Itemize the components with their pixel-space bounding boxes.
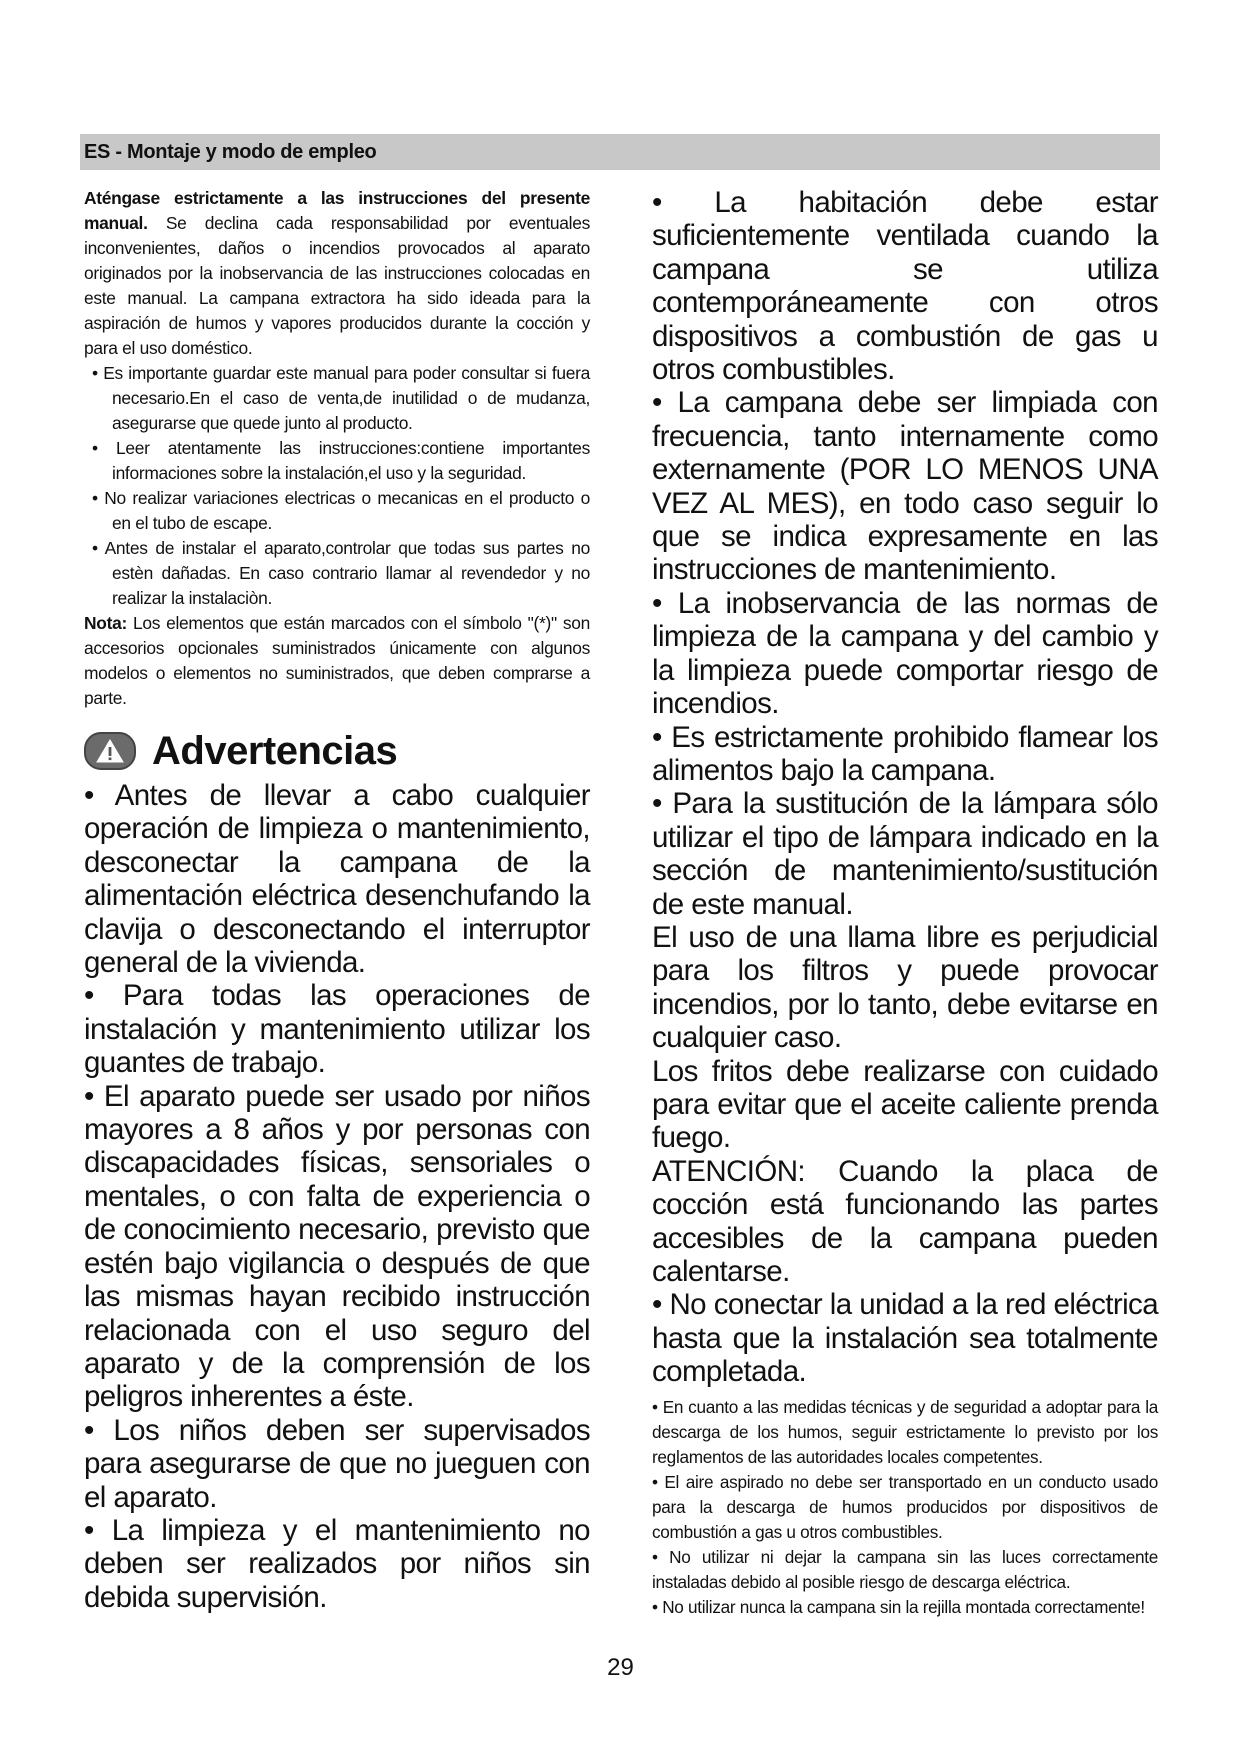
warning-paragraph: • La limpieza y el mantenimiento no deben ser realizados por niños sin debida supervisión. [84,1513,590,1614]
note-text: Los elementos que están marcados con el símbolo "(*)" son accesorios opcionales suministrados únicamente con algunos modelos o elementos no suministrados, que deben comprarse a parte. [84,613,590,708]
small-note-paragraph: • No utilizar nunca la campana sin la rejilla montada correctamente! [652,1596,1145,1617]
right-small-notes [652,1395,1158,1620]
warnings-heading [84,725,590,777]
warning-triangle-icon [84,732,136,770]
warning-paragraph: Los fritos debe realizarse con cuidado para evitar que el aceite caliente prenda fuego. [652,1054,1158,1155]
intro-text: Se declina cada responsabilidad por eventuales inconvenientes, daños o incendios provocados al aparato originados por la inobservancia de las instrucciones colocadas en este manual. La campana extractora ha sido ideada para la aspiración de humos y vapores producidos durante la cocción y para el uso doméstico. [84,213,590,358]
right-warnings-list [652,186,1158,1389]
small-note-paragraph: • No utilizar ni dejar la campana sin las luces correctamente instaladas debido al posible riesgo de descarga eléctrica. [652,1546,1158,1592]
warning-paragraph: • Los niños deben ser supervisados para asegurarse de que no jueguen con el aparato. [84,1413,590,1514]
warnings-title: Advertencias [152,728,398,773]
small-bullet-item: • Leer atentamente las instrucciones:contiene importantes informaciones sobre la instalación,el uso y la seguridad. [92,438,590,483]
intro-bold-text: Aténgase estrictamente a las instrucciones del presente manual. [84,188,590,233]
left-column [84,186,590,1614]
warning-paragraph: ATENCIÓN: Cuando la placa de cocción está funcionando las partes accesibles de la campana pueden calentarse. [652,1154,1158,1288]
note-label: Nota: [84,613,127,633]
warning-paragraph: • La campana debe ser limpiada con frecuencia, tanto internamente como externamente (POR LO MENOS UNA VEZ AL MES), en todo caso seguir lo que se indica expresamente en las instrucciones de mantenimiento. [652,386,1158,587]
warning-paragraph: • Para todas las operaciones de instalación y mantenimiento utilizar los guantes de trabajo. [84,979,590,1080]
warning-paragraph: • Es estrictamente prohibido flamear los alimentos bajo la campana. [652,720,1158,787]
warnings-list [84,779,590,1614]
small-note-paragraph: • En cuanto a las medidas técnicas y de seguridad a adoptar para la descarga de los humos, seguir estrictamente lo previsto por los reglamentos de las autoridades locales competentes. [652,1396,1158,1467]
small-note-paragraph: • El aire aspirado no debe ser transportado en un conducto usado para la descarga de humos producidos por dispositivos de combustión a gas u otros combustibles. [652,1471,1158,1542]
intro-paragraph [84,186,590,361]
note-paragraph [84,611,590,711]
section-header-bar [80,134,1160,170]
small-bullet-item: • No realizar variaciones electricas o mecanicas en el producto o en el tubo de escape. [92,488,590,533]
warning-paragraph: • Antes de llevar a cabo cualquier operación de limpieza o mantenimiento, desconectar la campana de la alimentación eléctrica desenchufando la clavija o desconectando el interruptor general de la vivienda. [84,779,590,980]
warning-paragraph: • La inobservancia de las normas de limpieza de la campana y del cambio y la limpieza puede comportar riesgo de incendios. [652,586,1158,721]
small-bullet-item: • Es importante guardar este manual para poder consultar si fuera necesario.En el caso de venta,de inutilidad o de mudanza, asegurarse que quede junto al producto. [92,363,590,433]
warning-paragraph: El uso de una llama libre es perjudicial para los filtros y puede provocar incendios, por lo tanto, debe evitarse en cualquier caso. [652,920,1158,1055]
warning-paragraph: • Para la sustitución de la lámpara sólo utilizar el tipo de lámpara indicado en la sección de mantenimiento/sustitución de este manual. [652,787,1158,921]
small-bullet-item: • Antes de instalar el aparato,controlar que todas sus partes no estèn dañadas. En caso contrario llamar al revendedor y no realizar la instalaciòn. [92,538,590,608]
warning-paragraph: • No conectar la unidad a la red eléctrica hasta que la instalación sea totalmente completada. [652,1288,1158,1389]
right-column [652,186,1158,1620]
page-number: 29 [607,1654,634,1681]
warning-paragraph: • La habitación debe estar suficientemente ventilada cuando la campana se utiliza contemporáneamente con otros dispositivos a combustión de gas u otros combustibles. [652,186,1158,387]
section-header-title: ES - Montaje y modo de empleo [84,141,377,163]
warning-paragraph: • El aparato puede ser usado por niños mayores a 8 años y por personas con discapacidades físicas, sensoriales o mentales, o con falta de experiencia o de conocimiento necesario, previsto que estén bajo vigilancia o después de que las mismas hayan recibido instrucción relacionada con el uso seguro del aparato y de la comprensión de los peligros inherentes a éste. [84,1079,590,1414]
intro-block [84,186,590,711]
